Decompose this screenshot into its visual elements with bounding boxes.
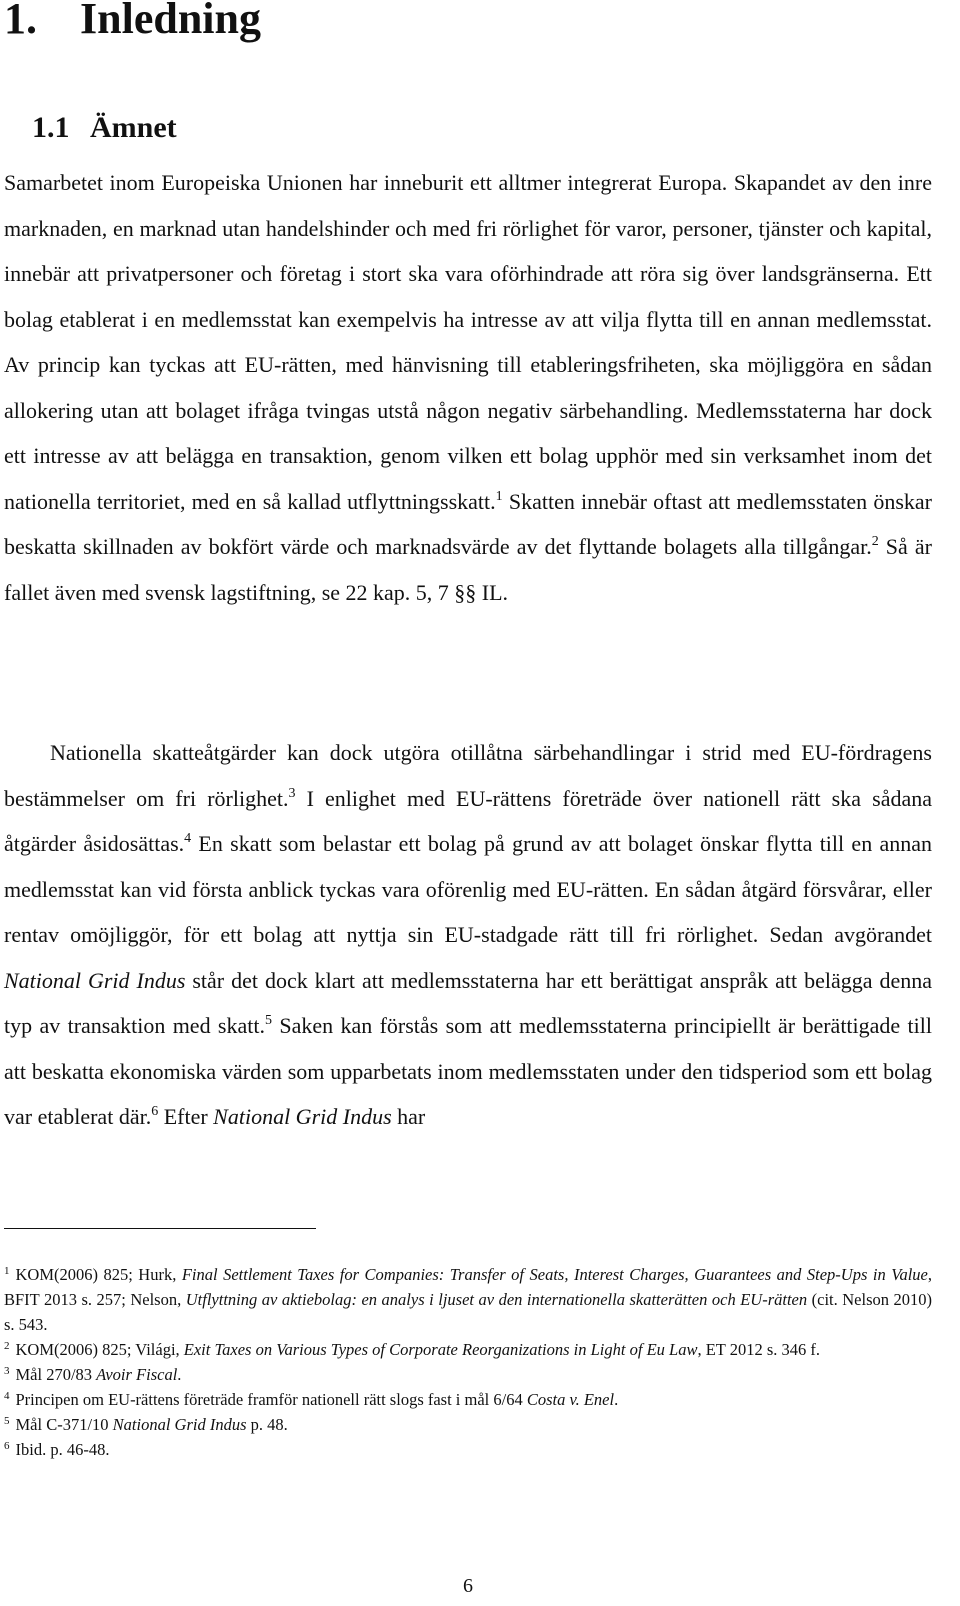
text-run: En skatt som belastar ett bolag på grund av att bolaget önskar flytta till en annan medlemsstat kan vid första anblick tyckas vara oförenlig med EU-rätten. En sådan åtgärd försvårar, eller rentav omöjliggör, för ett bolag att nyttja sin EU-stadgade rätt till fri rörlighet. Sedan avgörandet bbox=[4, 831, 932, 947]
footnote-reference: 1 bbox=[495, 488, 503, 504]
italic-citation: National Grid Indus bbox=[213, 1104, 392, 1129]
footnote-number: 5 bbox=[4, 1415, 10, 1427]
body-paragraph bbox=[4, 160, 932, 615]
footnotes-section bbox=[4, 1262, 932, 1462]
footnote-number: 6 bbox=[4, 1440, 10, 1452]
text-run: Mål C-371/10 bbox=[15, 1415, 113, 1434]
page-number: 6 bbox=[463, 1575, 473, 1597]
footnote-reference: 4 bbox=[184, 831, 192, 846]
text-run: har bbox=[391, 1104, 426, 1129]
text-run: Skatten innebär oftast att medlemsstaten önskar beskatta skillnaden av bokfört värde och marknadsvärde av det flyttande bolagets alla tillgångar. bbox=[4, 488, 932, 559]
chapter-number: 1. bbox=[4, 0, 37, 43]
italic-citation: Final Settlement Taxes for Companies: Transfer of Seats, Interest Charges, Guarantees and Step-Ups in Value bbox=[181, 1265, 928, 1284]
footnote-reference: 2 bbox=[871, 534, 879, 549]
text-run: , ET 2012 s. 346 f. bbox=[697, 1340, 820, 1359]
text-run: I enlighet med EU-rättens företräde över nationell rätt ska sådana åtgärder åsidosättas. bbox=[4, 785, 932, 856]
footnote-number: 2 bbox=[4, 1340, 10, 1352]
text-run: (cit. Nelson 2010) s. 543. bbox=[4, 1290, 932, 1334]
footnote bbox=[4, 1437, 932, 1462]
footnote-number: 1 bbox=[4, 1265, 10, 1277]
text-run: Mål 270/83 bbox=[15, 1365, 97, 1384]
text-run: KOM(2006) 825; Hurk, bbox=[15, 1265, 182, 1284]
footnote bbox=[4, 1262, 932, 1337]
text-run: Nationella skatteåtgärder kan dock utgöra otillåtna särbehandlingar i strid med EU-fördragens bestämmelser om fri rörlighet. bbox=[4, 740, 932, 811]
footnote-number: 3 bbox=[4, 1365, 10, 1377]
text-run: , BFIT 2013 s. 257; Nelson, bbox=[4, 1265, 932, 1309]
chapter-heading bbox=[4, 0, 261, 44]
text-run: Samarbetet inom Europeiska Unionen har inneburit ett alltmer integrerat Europa. Skapandet av den inre marknaden, en marknad utan handelshinder och med fri rörlighet för varor, personer, tjänster och kapital, innebär att privatpersoner och företag i stort ska vara oförhindrade att röra sig över landsgränserna. Ett bolag etablerat i en medlemsstat kan exempelvis ha intresse av att vilja flytta till en annan medlemsstat. Av princip kan tyckas att EU-rätten, med hänvisning till etableringsfriheten, ska möjliggöra en sådan allokering utan att bolaget ifråga tvingas utstå någon negativ särbehandling. Medlemsstaterna har dock ett intresse av att belägga en transaktion, genom vilken ett bolag upphör med sin verksamhet inom det nationella territoriet, med en så kallad utflyttningsskatt. bbox=[4, 170, 932, 514]
footnote-number: 4 bbox=[4, 1390, 10, 1402]
italic-citation: National Grid Indus bbox=[4, 967, 186, 993]
footnote bbox=[4, 1337, 932, 1362]
italic-citation: Exit Taxes on Various Types of Corporate Reorganizations in Light of Eu Law bbox=[183, 1340, 698, 1359]
text-run: Saken kan förstås som att medlemsstaterna principiellt är berättigade till att beskatta ekonomiska värden som upparbetats inom medlemsstaten under den tidsperiod som ett bolag var etablerat där. bbox=[4, 1013, 932, 1129]
section-heading bbox=[32, 108, 177, 148]
footnote bbox=[4, 1387, 932, 1412]
italic-citation: National Grid Indus bbox=[112, 1415, 247, 1434]
italic-citation: Avoir Fiscal bbox=[96, 1365, 178, 1384]
footnote-separator bbox=[4, 1228, 316, 1229]
footnote-reference: 3 bbox=[288, 785, 296, 801]
text-run: KOM(2006) 825; Világi, bbox=[15, 1340, 184, 1359]
footnote-reference: 5 bbox=[264, 1013, 272, 1028]
text-run: Principen om EU-rättens företräde framför nationell rätt slogs fast i mål 6/64 bbox=[15, 1390, 527, 1409]
body-paragraph bbox=[4, 730, 932, 1140]
footnote-reference: 6 bbox=[151, 1104, 159, 1119]
text-run: . bbox=[177, 1365, 182, 1384]
section-title: Ämnet bbox=[90, 111, 177, 144]
text-run: . bbox=[614, 1390, 619, 1409]
footnote bbox=[4, 1362, 932, 1387]
chapter-title: Inledning bbox=[80, 0, 261, 43]
italic-citation: Utflyttning av aktiebolag: en analys i ljuset av den internationella skatterätten och EU-rätten bbox=[185, 1290, 808, 1309]
text-run: Ibid. p. 46-48. bbox=[15, 1440, 110, 1459]
text-run: står det dock klart att medlemsstaterna har ett berättigat anspråk att belägga denna typ av transaktion med skatt. bbox=[4, 967, 932, 1038]
italic-citation: Costa v. Enel bbox=[526, 1390, 615, 1409]
text-run: Så är fallet även med svensk lagstiftning, se 22 kap. 5, 7 §§ IL. bbox=[4, 534, 932, 605]
text-run: Efter bbox=[158, 1104, 214, 1129]
section-number: 1.1 bbox=[32, 111, 70, 144]
footnote bbox=[4, 1412, 932, 1437]
text-run: p. 48. bbox=[246, 1415, 288, 1434]
